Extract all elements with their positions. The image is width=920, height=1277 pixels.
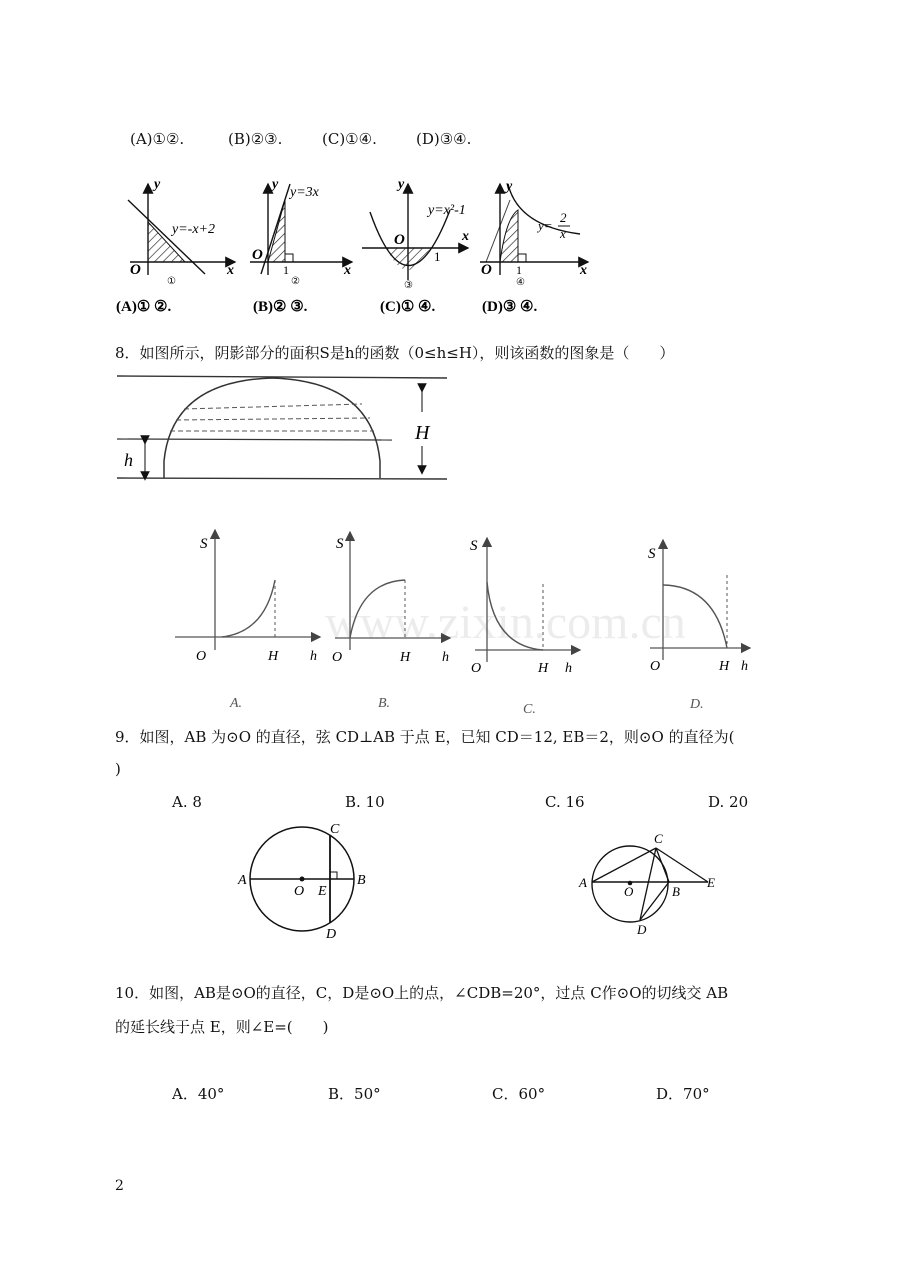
q8-answer-graphs bbox=[160, 520, 760, 720]
q7-fig4-caption: (D)③ ④. bbox=[482, 299, 538, 315]
q7-figures bbox=[110, 170, 600, 325]
q8-a-H: H bbox=[268, 649, 279, 664]
q7-fig1-origin: O bbox=[130, 262, 141, 278]
q9-f1-C: C bbox=[330, 822, 340, 837]
q7-fig-3 bbox=[362, 177, 469, 315]
q7-fig2-x: x bbox=[344, 263, 351, 278]
q10-question-line1: 10．如图，AB是⊙O的直径，C，D是⊙O上的点，∠CDB=20°，过点 C作⊙O的切线交 AB bbox=[115, 984, 729, 1002]
q10-option-c: C．60° bbox=[492, 1085, 546, 1103]
q7-choice-b: (B)②③. bbox=[228, 130, 283, 148]
q8-graph-a bbox=[175, 530, 320, 711]
q8-d-O: O bbox=[650, 659, 661, 674]
q7-fig1-label: y=-x+2 bbox=[172, 222, 215, 237]
q7-fig-2 bbox=[250, 177, 352, 315]
q7-fig2-origin: O bbox=[252, 247, 263, 263]
q9-f1-D: D bbox=[326, 927, 337, 942]
q10-tangent-figure bbox=[570, 828, 730, 943]
q10-f-O: O bbox=[624, 884, 634, 899]
q7-fig4-label-bottom: x bbox=[560, 226, 566, 241]
q10-option-a: A．40° bbox=[172, 1085, 225, 1103]
q8-d-S: S bbox=[648, 546, 656, 562]
q9-f1-O: O bbox=[294, 884, 305, 899]
q8-dome-figure bbox=[112, 366, 452, 491]
q7-fig1-x: x bbox=[227, 263, 234, 278]
q7-choice-d: (D)③④. bbox=[416, 130, 472, 148]
q7-fig4-one: 1 bbox=[516, 263, 522, 277]
q8-c-h: h bbox=[565, 661, 572, 676]
q10-f-C: C bbox=[654, 831, 663, 846]
q8-c-H: H bbox=[538, 661, 549, 676]
q7-fig2-caption: (B)② ③. bbox=[253, 299, 308, 315]
q8-d-h: h bbox=[741, 659, 748, 674]
q8-a-S: S bbox=[200, 536, 208, 552]
q9-f1-B: B bbox=[357, 873, 366, 888]
q8-c-O: O bbox=[471, 661, 482, 676]
q9-f1-E: E bbox=[318, 884, 327, 899]
q8-c-S: S bbox=[470, 538, 478, 554]
q8-b-h: h bbox=[442, 650, 449, 665]
q7-fig2-y: y bbox=[272, 177, 279, 192]
q8-question: 8．如图所示，阴影部分的面积S是h的函数（0≤h≤H），则该函数的图象是（ ） bbox=[115, 344, 675, 362]
q9-f1-A: A bbox=[238, 873, 247, 888]
q8-label-H: H bbox=[415, 422, 430, 444]
q7-fig1-caption: (A)① ②. bbox=[116, 299, 172, 315]
q7-fig4-num: ④ bbox=[516, 277, 525, 288]
q7-fig3-num: ③ bbox=[404, 280, 413, 291]
q8-d-H: H bbox=[719, 659, 730, 674]
q9-option-a: A. 8 bbox=[172, 793, 202, 811]
q7-fig4-origin: O bbox=[481, 262, 492, 278]
q7-fig2-one: 1 bbox=[283, 263, 289, 277]
q9-question-line1: 9．如图，AB 为⊙O 的直径，弦 CD⊥AB 于点 E，已知 CD＝12, EB＝2，则⊙O 的直径为( bbox=[115, 728, 735, 746]
q7-fig1-num: ① bbox=[167, 276, 176, 287]
q10-f-D: D bbox=[637, 922, 647, 937]
q8-label-h: h bbox=[124, 450, 133, 470]
q7-fig3-caption: (C)① ④. bbox=[380, 299, 436, 315]
q8-b-S: S bbox=[336, 536, 344, 552]
q8-a-O: O bbox=[196, 649, 207, 664]
q7-choice-a: (A)①②. bbox=[130, 130, 185, 148]
q8-b-caption: B. bbox=[378, 696, 391, 711]
q8-graph-d bbox=[648, 540, 750, 712]
q7-fig-4 bbox=[480, 179, 588, 315]
q7-fig-1 bbox=[116, 177, 235, 315]
q8-d-caption: D. bbox=[690, 697, 704, 712]
watermark: www.zixin.com.cn bbox=[325, 596, 686, 649]
q8-a-h: h bbox=[310, 649, 317, 664]
q7-fig3-label: y=x²-1 bbox=[428, 203, 466, 218]
page-number: 2 bbox=[115, 1178, 124, 1194]
q7-fig1-y: y bbox=[154, 177, 161, 192]
q10-f-A: A bbox=[579, 875, 587, 890]
q9-option-b: B. 10 bbox=[345, 793, 385, 811]
q8-b-H: H bbox=[400, 650, 411, 665]
q7-fig4-x: x bbox=[580, 263, 587, 278]
q10-option-d: D．70° bbox=[656, 1085, 710, 1103]
q9-circle-figure bbox=[230, 815, 380, 945]
q10-f-E: E bbox=[707, 875, 715, 890]
q7-fig4-label-top: 2 bbox=[560, 210, 567, 225]
q10-option-b: B．50° bbox=[328, 1085, 381, 1103]
q7-fig4-y: y bbox=[506, 179, 513, 194]
q10-question-line2: 的延长线于点 E，则∠E=( ) bbox=[115, 1018, 329, 1036]
q9-option-d: D. 20 bbox=[708, 793, 749, 811]
q7-fig3-y: y bbox=[398, 177, 405, 192]
q7-fig2-num: ② bbox=[291, 276, 300, 287]
q10-f-B: B bbox=[672, 884, 680, 899]
q9-option-c: C. 16 bbox=[545, 793, 585, 811]
q7-fig3-one: 1 bbox=[434, 249, 441, 264]
q7-fig2-label: y=3x bbox=[290, 185, 319, 200]
q9-question-line2: ) bbox=[115, 760, 121, 778]
q7-fig4-label-prefix: y= bbox=[538, 218, 553, 233]
q8-c-caption: C. bbox=[523, 702, 536, 717]
q7-fig3-x: x bbox=[462, 229, 469, 244]
q7-choice-c: (C)①④. bbox=[322, 130, 377, 148]
q8-b-O: O bbox=[332, 650, 343, 665]
q7-fig3-origin: O bbox=[394, 232, 405, 248]
q8-a-caption: A. bbox=[230, 696, 243, 711]
